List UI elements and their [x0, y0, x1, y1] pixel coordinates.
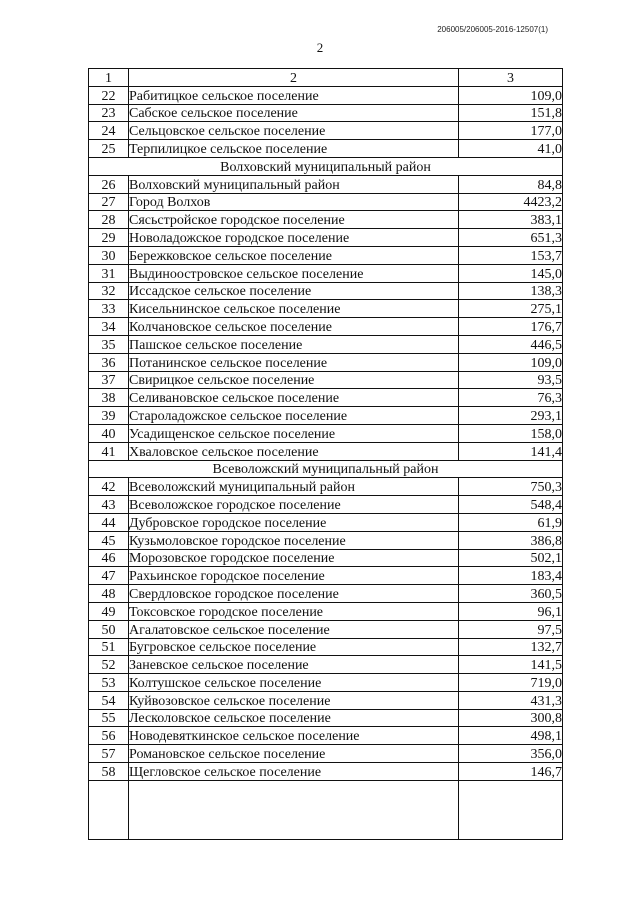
table-row — [89, 86, 563, 104]
settlement-name: Дубровское городское поселение — [129, 513, 459, 531]
row-value: 138,3 — [459, 282, 563, 300]
table-row — [89, 727, 563, 745]
row-value: 151,8 — [459, 104, 563, 122]
settlement-name: Селивановское сельское поселение — [129, 389, 459, 407]
row-number: 58 — [89, 763, 129, 781]
table-row — [89, 656, 563, 674]
row-number: 40 — [89, 424, 129, 442]
table-row — [89, 335, 563, 353]
row-value: 158,0 — [459, 424, 563, 442]
row-value: 177,0 — [459, 122, 563, 140]
settlement-name: Усадищенское сельское поселение — [129, 424, 459, 442]
row-value: 84,8 — [459, 175, 563, 193]
row-value: 76,3 — [459, 389, 563, 407]
table-row — [89, 211, 563, 229]
column-header-3: 3 — [459, 69, 563, 87]
table-row — [89, 549, 563, 567]
row-value: 300,8 — [459, 709, 563, 727]
table-row — [89, 585, 563, 603]
row-number: 23 — [89, 104, 129, 122]
table-row — [89, 193, 563, 211]
empty-cell — [89, 780, 129, 839]
table-row — [89, 531, 563, 549]
row-number: 51 — [89, 638, 129, 656]
row-number: 29 — [89, 229, 129, 247]
row-number: 48 — [89, 585, 129, 603]
row-value: 109,0 — [459, 353, 563, 371]
row-value: 109,0 — [459, 86, 563, 104]
row-value: 96,1 — [459, 602, 563, 620]
row-value: 446,5 — [459, 335, 563, 353]
table-row — [89, 264, 563, 282]
row-number: 26 — [89, 175, 129, 193]
data-table — [88, 68, 563, 840]
table-row — [89, 709, 563, 727]
row-number: 50 — [89, 620, 129, 638]
empty-cell — [459, 780, 563, 839]
row-number: 31 — [89, 264, 129, 282]
settlement-name: Свирицкое сельское поселение — [129, 371, 459, 389]
row-number: 37 — [89, 371, 129, 389]
row-number: 28 — [89, 211, 129, 229]
settlement-name: Терпилицкое сельское поселение — [129, 140, 459, 158]
settlement-name: Колтушское сельское поселение — [129, 674, 459, 692]
row-number: 45 — [89, 531, 129, 549]
settlement-name: Лесколовское сельское поселение — [129, 709, 459, 727]
row-number: 36 — [89, 353, 129, 371]
settlement-name: Бережковское сельское поселение — [129, 246, 459, 264]
empty-row — [89, 780, 563, 839]
settlement-name: Кузьмоловское городское поселение — [129, 531, 459, 549]
settlement-name: Всеволожский муниципальный район — [129, 478, 459, 496]
table-row — [89, 175, 563, 193]
table-row — [89, 140, 563, 158]
settlement-name: Бугровское сельское поселение — [129, 638, 459, 656]
table-row — [89, 674, 563, 692]
row-value: 651,3 — [459, 229, 563, 247]
settlement-name: Романовское сельское поселение — [129, 745, 459, 763]
table-row — [89, 620, 563, 638]
row-value: 183,4 — [459, 567, 563, 585]
settlement-name: Рахьинское городское поселение — [129, 567, 459, 585]
table-row — [89, 478, 563, 496]
page-number: 2 — [316, 40, 324, 55]
section-title: Всеволожский муниципальный район — [89, 460, 563, 478]
table-row — [89, 691, 563, 709]
table-row — [89, 318, 563, 336]
settlement-name: Всеволожское городское поселение — [129, 496, 459, 514]
table-row — [89, 602, 563, 620]
table-row — [89, 246, 563, 264]
settlement-name: Колчановское сельское поселение — [129, 318, 459, 336]
table-row — [89, 371, 563, 389]
row-number: 38 — [89, 389, 129, 407]
row-value: 146,7 — [459, 763, 563, 781]
column-header-2: 2 — [129, 69, 459, 87]
settlement-name: Сясьстройское городское поселение — [129, 211, 459, 229]
section-row — [89, 460, 563, 478]
settlement-name: Сабское сельское поселение — [129, 104, 459, 122]
row-number: 43 — [89, 496, 129, 514]
table-row — [89, 389, 563, 407]
row-number: 55 — [89, 709, 129, 727]
table-row — [89, 567, 563, 585]
empty-cell — [129, 780, 459, 839]
row-value: 498,1 — [459, 727, 563, 745]
row-value: 360,5 — [459, 585, 563, 603]
table-row — [89, 442, 563, 460]
row-number: 34 — [89, 318, 129, 336]
settlement-name: Пашское сельское поселение — [129, 335, 459, 353]
row-number: 33 — [89, 300, 129, 318]
settlement-name: Потанинское сельское поселение — [129, 353, 459, 371]
row-value: 386,8 — [459, 531, 563, 549]
table-row — [89, 282, 563, 300]
settlement-name: Город Волхов — [129, 193, 459, 211]
table-row — [89, 300, 563, 318]
row-value: 41,0 — [459, 140, 563, 158]
table-row — [89, 104, 563, 122]
table-row — [89, 638, 563, 656]
row-number: 44 — [89, 513, 129, 531]
settlement-name: Выдиноостровское сельское поселение — [129, 264, 459, 282]
table-row — [89, 353, 563, 371]
table-row — [89, 496, 563, 514]
row-value: 431,3 — [459, 691, 563, 709]
row-value: 502,1 — [459, 549, 563, 567]
row-value: 293,1 — [459, 407, 563, 425]
row-number: 39 — [89, 407, 129, 425]
row-number: 46 — [89, 549, 129, 567]
row-value: 275,1 — [459, 300, 563, 318]
settlement-name: Кисельнинское сельское поселение — [129, 300, 459, 318]
settlement-name: Иссадское сельское поселение — [129, 282, 459, 300]
row-value: 61,9 — [459, 513, 563, 531]
row-value: 548,4 — [459, 496, 563, 514]
settlement-name: Хваловское сельское поселение — [129, 442, 459, 460]
row-value: 719,0 — [459, 674, 563, 692]
settlement-name: Агалатовское сельское поселение — [129, 620, 459, 638]
row-number: 47 — [89, 567, 129, 585]
row-value: 383,1 — [459, 211, 563, 229]
settlement-name: Волховский муниципальный район — [129, 175, 459, 193]
settlement-name: Новодевяткинское сельское поселение — [129, 727, 459, 745]
settlement-name: Заневское сельское поселение — [129, 656, 459, 674]
row-number: 25 — [89, 140, 129, 158]
row-value: 93,5 — [459, 371, 563, 389]
settlement-name: Токсовское городское поселение — [129, 602, 459, 620]
row-number: 57 — [89, 745, 129, 763]
row-number: 49 — [89, 602, 129, 620]
table-row — [89, 122, 563, 140]
settlement-name: Новоладожское городское поселение — [129, 229, 459, 247]
table-row — [89, 513, 563, 531]
row-number: 27 — [89, 193, 129, 211]
row-number: 24 — [89, 122, 129, 140]
row-number: 53 — [89, 674, 129, 692]
document-code: 206005/206005-2016-12507(1) — [437, 25, 548, 34]
settlement-name: Рабитицкое сельское поселение — [129, 86, 459, 104]
section-row — [89, 157, 563, 175]
row-value: 750,3 — [459, 478, 563, 496]
row-number: 42 — [89, 478, 129, 496]
settlement-name: Морозовское городское поселение — [129, 549, 459, 567]
row-value: 4423,2 — [459, 193, 563, 211]
row-value: 97,5 — [459, 620, 563, 638]
table-row — [89, 229, 563, 247]
settlement-name: Свердловское городское поселение — [129, 585, 459, 603]
settlement-name: Староладожское сельское поселение — [129, 407, 459, 425]
settlement-name: Сельцовское сельское поселение — [129, 122, 459, 140]
table-row — [89, 745, 563, 763]
column-header-1: 1 — [89, 69, 129, 87]
row-number: 30 — [89, 246, 129, 264]
row-number: 52 — [89, 656, 129, 674]
row-number: 35 — [89, 335, 129, 353]
section-title: Волховский муниципальный район — [89, 157, 563, 175]
row-number: 41 — [89, 442, 129, 460]
row-value: 153,7 — [459, 246, 563, 264]
row-number: 22 — [89, 86, 129, 104]
settlement-name: Щегловское сельское поселение — [129, 763, 459, 781]
row-value: 141,4 — [459, 442, 563, 460]
row-value: 145,0 — [459, 264, 563, 282]
table-row — [89, 407, 563, 425]
table-row — [89, 424, 563, 442]
row-value: 141,5 — [459, 656, 563, 674]
table-row — [89, 763, 563, 781]
row-number: 54 — [89, 691, 129, 709]
table-header-row — [89, 69, 563, 87]
settlement-name: Куйвозовское сельское поселение — [129, 691, 459, 709]
row-number: 56 — [89, 727, 129, 745]
row-number: 32 — [89, 282, 129, 300]
row-value: 356,0 — [459, 745, 563, 763]
row-value: 176,7 — [459, 318, 563, 336]
row-value: 132,7 — [459, 638, 563, 656]
